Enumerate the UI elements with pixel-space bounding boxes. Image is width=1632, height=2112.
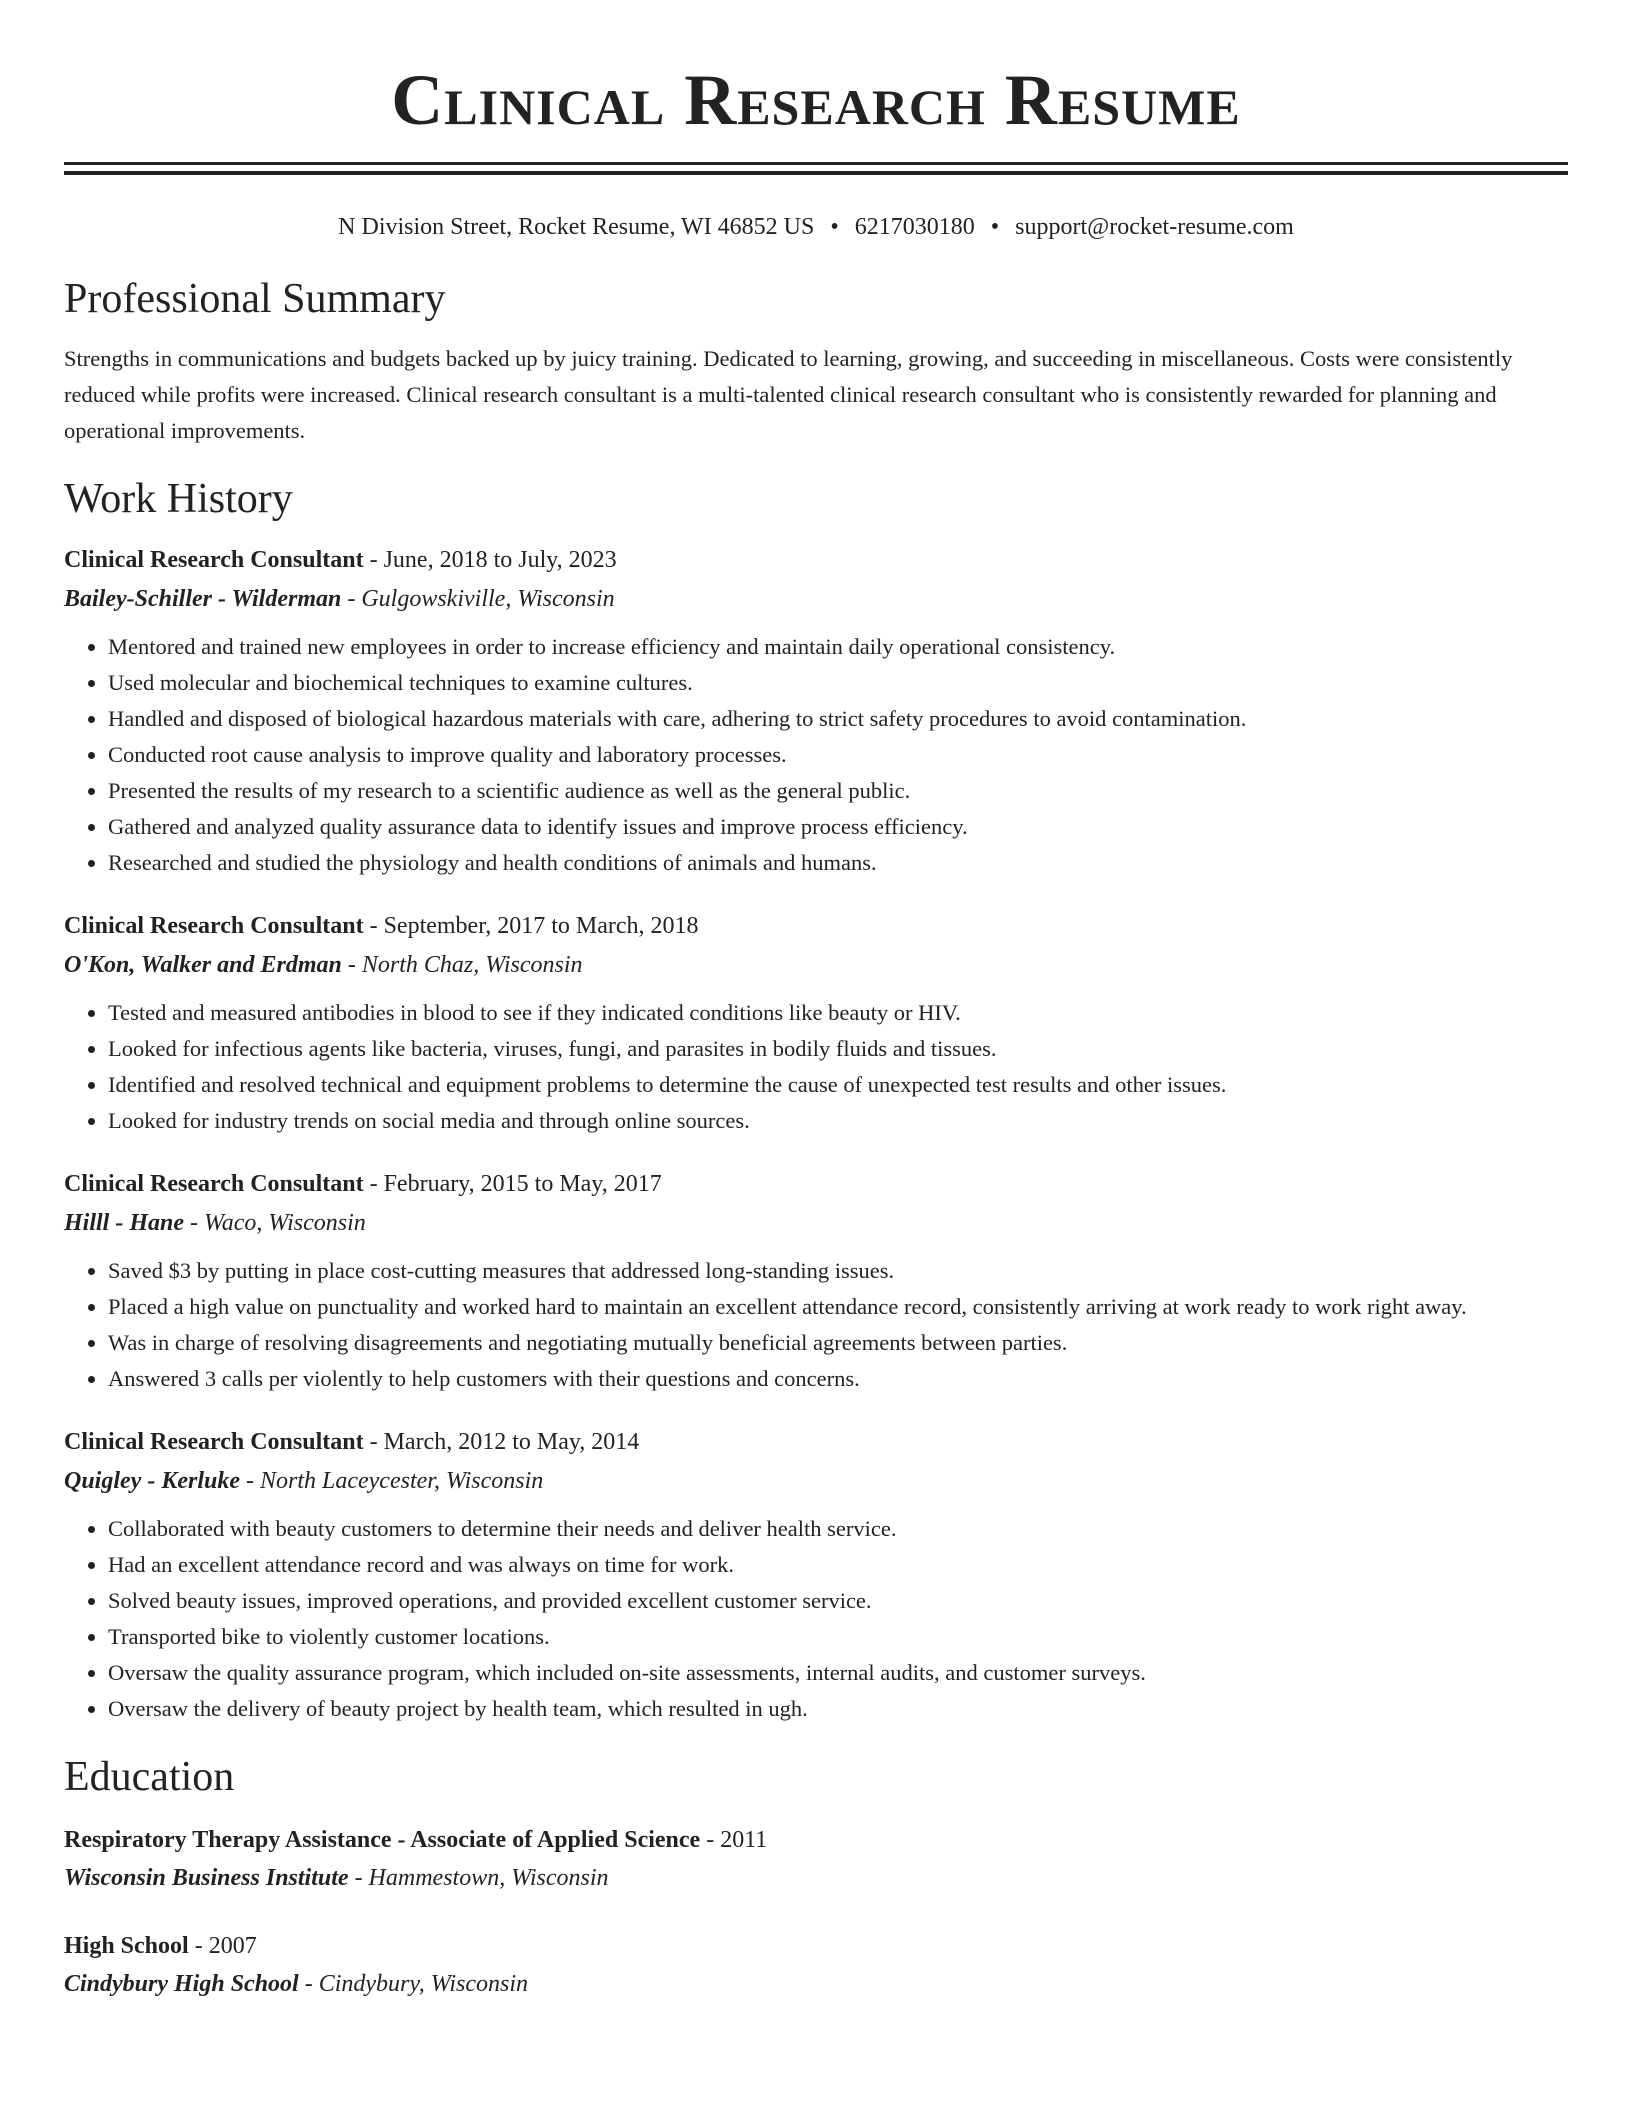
job-entry (64, 1423, 1568, 1727)
job-bullet: • Looked for infectious agents like bacteria, viruses, fungi, and parasites in bodily fluids and tissues. (108, 1031, 1568, 1067)
education-location: - Hammestown, Wisconsin (348, 1865, 609, 1891)
work-history-heading: Work History (64, 476, 293, 522)
job-dates: - September, 2017 to March, 2018 (363, 913, 699, 939)
job-dates: - March, 2012 to May, 2014 (363, 1429, 640, 1455)
job-dates: - June, 2018 to July, 2023 (363, 547, 617, 573)
job-bullet: • Solved beauty issues, improved operations, and provided excellent customer service. (108, 1583, 1568, 1619)
job-title: Clinical Research Consultant (64, 1429, 364, 1455)
job-bullet: • Transported bike to violently customer locations. (108, 1619, 1568, 1655)
job-bullets (64, 995, 1568, 1139)
education-school-line (64, 1965, 1568, 2003)
job-bullet: • Was in charge of resolving disagreements and negotiating mutually beneficial agreements between parties. (108, 1325, 1568, 1361)
education-entry (64, 1927, 1568, 2003)
contact-phone: 6217030180 (854, 214, 975, 240)
employer-line (64, 1203, 1568, 1243)
employer-location: - Waco, Wisconsin (184, 1210, 366, 1236)
employer-name: Quigley - Kerluke (64, 1468, 240, 1494)
job-bullets (64, 1511, 1568, 1727)
education-heading: Education (64, 1754, 235, 1800)
summary-heading: Professional Summary (64, 276, 446, 322)
resume-title: Clinical Research Resume (391, 60, 1241, 140)
job-entry (64, 541, 1568, 881)
employer-name: Bailey-Schiller - Wilderman (64, 586, 342, 612)
job-bullet: • Handled and disposed of biological hazardous materials with care, adhering to strict safety procedures to avoid contamination. (108, 701, 1568, 737)
summary-text: Strengths in communications and budgets backed up by juicy training. Dedicated to learning, growing, and succeeding in miscellaneous. Costs were consistently reduced while profits were increased. Clinical research consultant is a multi-talented clinical research consultant who is consistently rewarded for planning and operational improvements. (64, 346, 1513, 443)
employer-line (64, 1461, 1568, 1501)
job-bullet: • Conducted root cause analysis to improve quality and laboratory processes. (108, 737, 1568, 773)
job-bullet: • Looked for industry trends on social media and through online sources. (108, 1103, 1568, 1139)
education-degree: High School (64, 1933, 189, 1959)
job-bullet: • Oversaw the delivery of beauty project by health team, which resulted in ugh. (108, 1691, 1568, 1727)
contact-separator: • (990, 214, 1000, 240)
job-bullet: • Oversaw the quality assurance program, which included on-site assessments, internal audits, and customer surveys. (108, 1655, 1568, 1691)
job-bullet: • Identified and resolved technical and equipment problems to determine the cause of unexpected test results and other issues. (108, 1067, 1568, 1103)
job-entry (64, 907, 1568, 1139)
job-title: Clinical Research Consultant (64, 1171, 364, 1197)
job-bullet: • Collaborated with beauty customers to determine their needs and deliver health service. (108, 1511, 1568, 1547)
employer-line (64, 579, 1568, 619)
contact-line (64, 211, 1568, 243)
job-entry (64, 1165, 1568, 1397)
job-bullet: • Placed a high value on punctuality and worked hard to maintain an excellent attendance record, consistently arriving at work ready to work right away. (108, 1289, 1568, 1325)
job-bullets (64, 629, 1568, 881)
job-bullet: • Mentored and trained new employees in order to increase efficiency and maintain daily operational consistency. (108, 629, 1568, 665)
education-location: - Cindybury, Wisconsin (298, 1971, 529, 1997)
education-degree-line (64, 1821, 1568, 1859)
employer-name: O'Kon, Walker and Erdman (64, 952, 342, 978)
education-school-line (64, 1859, 1568, 1897)
job-bullet: • Tested and measured antibodies in blood to see if they indicated conditions like beauty or HIV. (108, 995, 1568, 1031)
education-entry (64, 1821, 1568, 1897)
education-year: - 2007 (188, 1933, 257, 1959)
job-bullets (64, 1253, 1568, 1397)
job-bullet: • Answered 3 calls per violently to help customers with their questions and concerns. (108, 1361, 1568, 1397)
employer-location: - North Chaz, Wisconsin (341, 952, 583, 978)
job-bullet: • Gathered and analyzed quality assurance data to identify issues and improve process efficiency. (108, 809, 1568, 845)
job-bullet: • Researched and studied the physiology and health conditions of animals and humans. (108, 845, 1568, 881)
education-year: - 2011 (700, 1827, 768, 1853)
contact-separator: • (830, 214, 839, 240)
job-bullet: • Used molecular and biochemical techniques to examine cultures. (108, 665, 1568, 701)
title-rule-bottom (64, 171, 1568, 175)
job-title: Clinical Research Consultant (64, 913, 364, 939)
job-title-line (64, 1165, 1568, 1203)
employer-name: Hilll - Hane (64, 1210, 184, 1236)
title-rule-top (64, 162, 1568, 165)
education-school: Wisconsin Business Institute (64, 1865, 349, 1891)
job-title-line (64, 907, 1568, 945)
contact-email: support@rocket-resume.com (1015, 214, 1294, 240)
job-dates: - February, 2015 to May, 2017 (363, 1171, 662, 1197)
employer-location: - North Laceycester, Wisconsin (239, 1468, 544, 1494)
employer-line (64, 945, 1568, 985)
job-title-line (64, 541, 1568, 579)
education-degree-line (64, 1927, 1568, 1965)
employer-location: - Gulgowskiville, Wisconsin (341, 586, 615, 612)
contact-address: N Division Street, Rocket Resume, WI 46852 US (338, 214, 815, 240)
job-title: Clinical Research Consultant (64, 547, 364, 573)
job-bullet: • Had an excellent attendance record and was always on time for work. (108, 1547, 1568, 1583)
job-bullet: • Saved $3 by putting in place cost-cutting measures that addressed long-standing issues. (108, 1253, 1568, 1289)
job-title-line (64, 1423, 1568, 1461)
education-degree: Respiratory Therapy Assistance - Associate of Applied Science (64, 1827, 701, 1853)
education-school: Cindybury High School (64, 1971, 299, 1997)
job-bullet: • Presented the results of my research to a scientific audience as well as the general public. (108, 773, 1568, 809)
